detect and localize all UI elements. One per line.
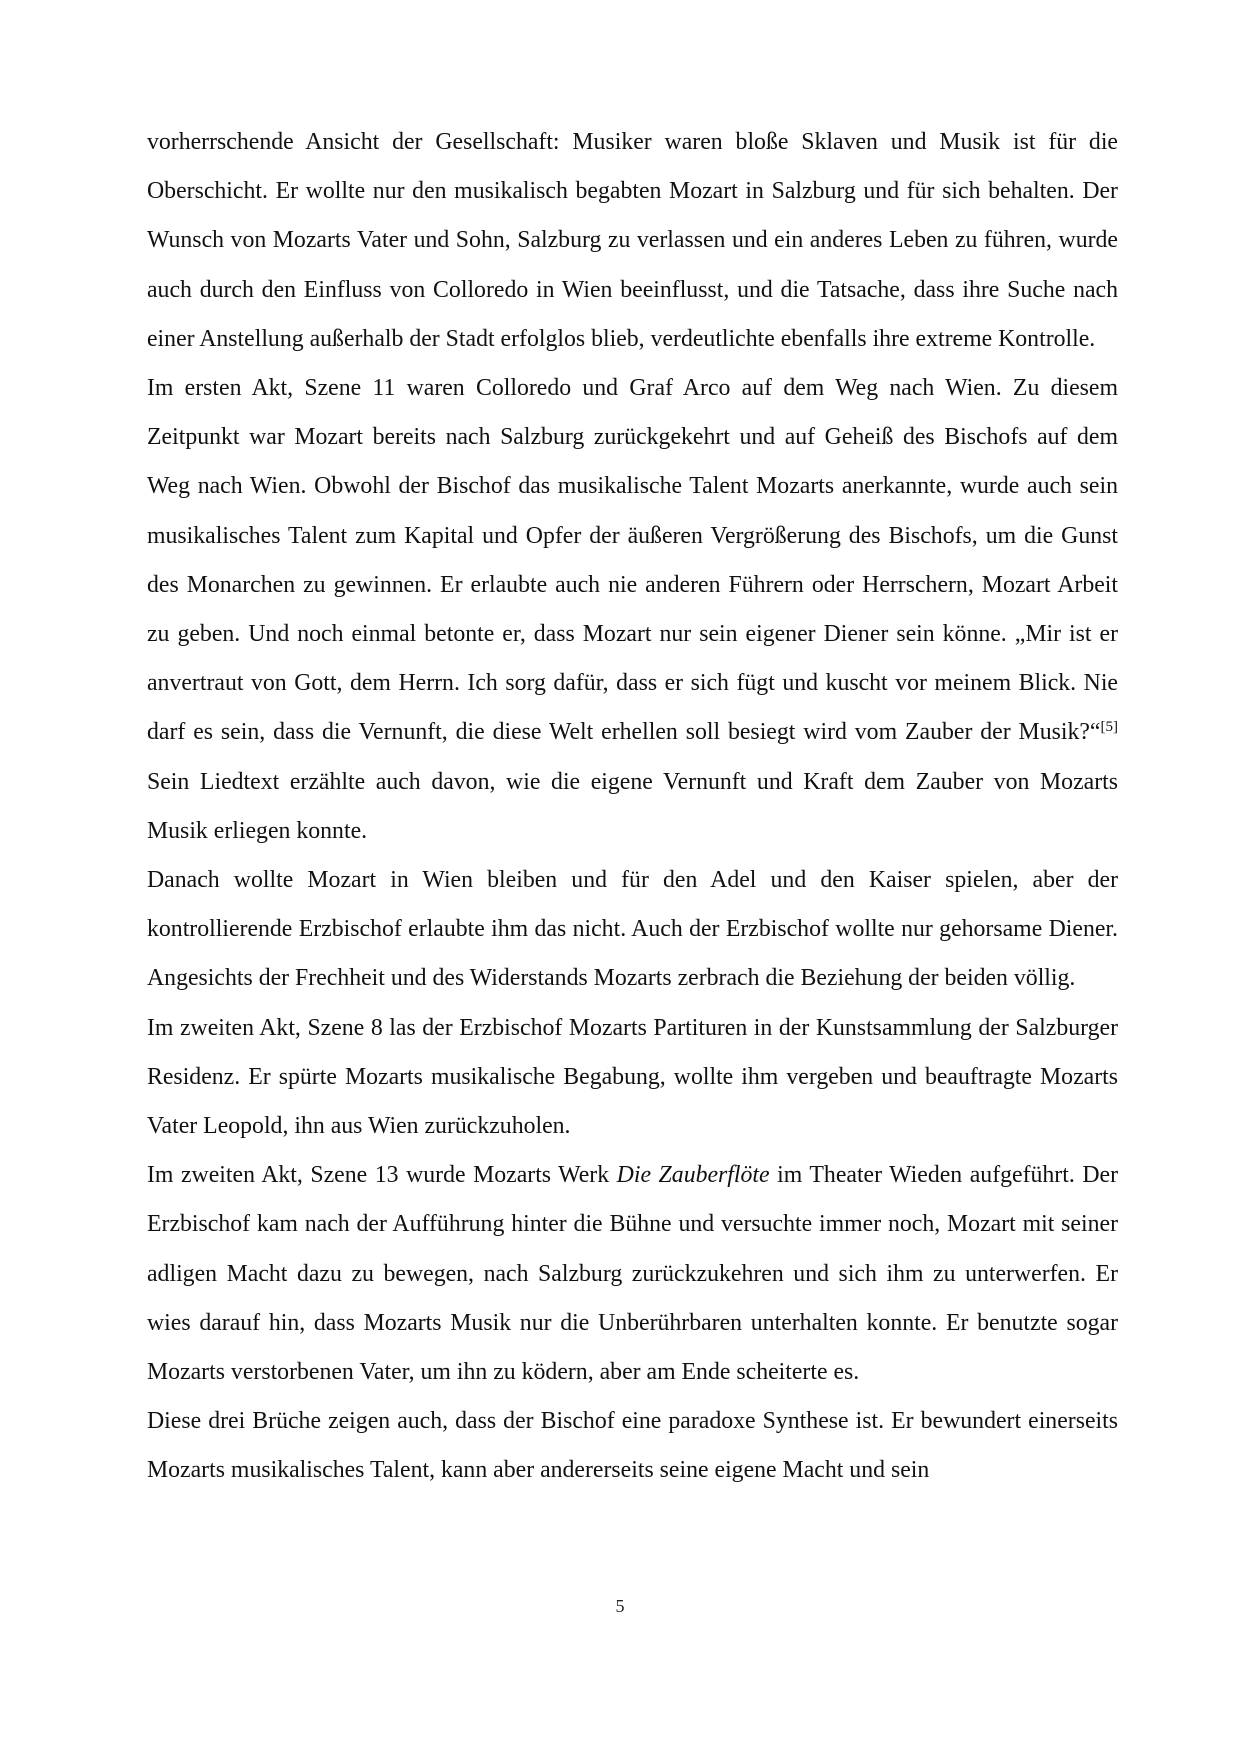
- work-title: Die Zauberflöte: [616, 1162, 770, 1189]
- footnote-reference[interactable]: [5]: [1100, 719, 1118, 736]
- paragraph-text: Diese drei Brüche zeigen auch, dass der Bischof eine paradoxe Synthese ist. Er bewundert einerseits Mozarts musikalisches Talent, kann aber andererseits seine eigene Macht und sein: [147, 1408, 1118, 1484]
- paragraph-text: Danach wollte Mozart in Wien bleiben und für den Adel und den Kaiser spielen, aber der kontrollierende Erzbischof erlaubte ihm das nicht. Auch der Erzbischof wollte nur gehorsame Diener. Angesichts der Frechheit und des Widerstands Mozarts zerbrach die Beziehung der beiden völlig.: [147, 867, 1118, 992]
- paragraph-2: [147, 364, 1118, 856]
- paragraph-text: Im zweiten Akt, Szene 8 las der Erzbischof Mozarts Partituren in der Kunstsammlung der Salzburger Residenz. Er spürte Mozarts musikalische Begabung, wollte ihm vergeben und beauftragte Mozarts Vater Leopold, ihn aus Wien zurückzuholen.: [147, 1014, 1118, 1140]
- paragraph-4: [147, 1004, 1118, 1152]
- paragraph-text: Im ersten Akt, Szene 11 waren Colloredo und Graf Arco auf dem Weg nach Wien. Zu diesem Zeitpunkt war Mozart bereits nach Salzburg zurückgekehrt und auf Geheiß des Bischofs auf dem Weg nach Wien. Obwohl der Bischof das musikalische Talent Mozarts anerkannte, wurde auch sein musikalisches Talent zum Kapital und Opfer der äußeren Vergrößerung des Bischofs, um die Gunst des Monarchen zu gewinnen. Er erlaubte auch nie anderen Führern oder Herrschern, Mozart Arbeit zu geben. Und noch einmal betonte er, dass Mozart nur sein eigener Diener sein könne. „Mir ist er anvertraut von Gott, dem Herrn. Ich sorg dafür, dass er sich fügt und kuscht vor meinem Blick. Nie darf es sein, dass die Vernunft, die diese Welt erhellen soll besiegt wird vom Zauber der Musik?“: [147, 375, 1118, 746]
- paragraph-text: Im zweiten Akt, Szene 13 wurde Mozarts Werk: [147, 1162, 617, 1189]
- document-body: [147, 118, 1118, 1496]
- paragraph-3: [147, 856, 1118, 1004]
- paragraph-6: [147, 1397, 1118, 1495]
- page-number: 5: [615, 1596, 625, 1616]
- paragraph-5: [147, 1151, 1118, 1397]
- paragraph-1: [147, 118, 1118, 364]
- paragraph-text-continued: im Theater Wieden aufgeführt. Der Erzbischof kam nach der Aufführung hinter die Bühne und versuchte immer noch, Mozart mit seiner adligen Macht dazu zu bewegen, nach Salzburg zurückzukehren und sich ihm zu unterwerfen. Er wies darauf hin, dass Mozarts Musik nur die Unberührbaren unterhalten konnte. Er benutzte sogar Mozarts verstorbenen Vater, um ihn zu ködern, aber am Ende scheiterte es.: [147, 1162, 1118, 1386]
- paragraph-text: vorherrschende Ansicht der Gesellschaft: Musiker waren bloße Sklaven und Musik ist für die Oberschicht. Er wollte nur den musikalisch begabten Mozart in Salzburg und für sich behalten. Der Wunsch von Mozarts Vater und Sohn, Salzburg zu verlassen und ein anderes Leben zu führen, wurde auch durch den Einfluss von Colloredo in Wien beeinflusst, und die Tatsache, dass ihre Suche nach einer Anstellung außerhalb der Stadt erfolglos blieb, verdeutlichte ebenfalls ihre extreme Kontrolle.: [147, 129, 1118, 352]
- paragraph-text-continued: Sein Liedtext erzählte auch davon, wie die eigene Vernunft und Kraft dem Zauber von Mozarts Musik erliegen konnte.: [147, 768, 1118, 844]
